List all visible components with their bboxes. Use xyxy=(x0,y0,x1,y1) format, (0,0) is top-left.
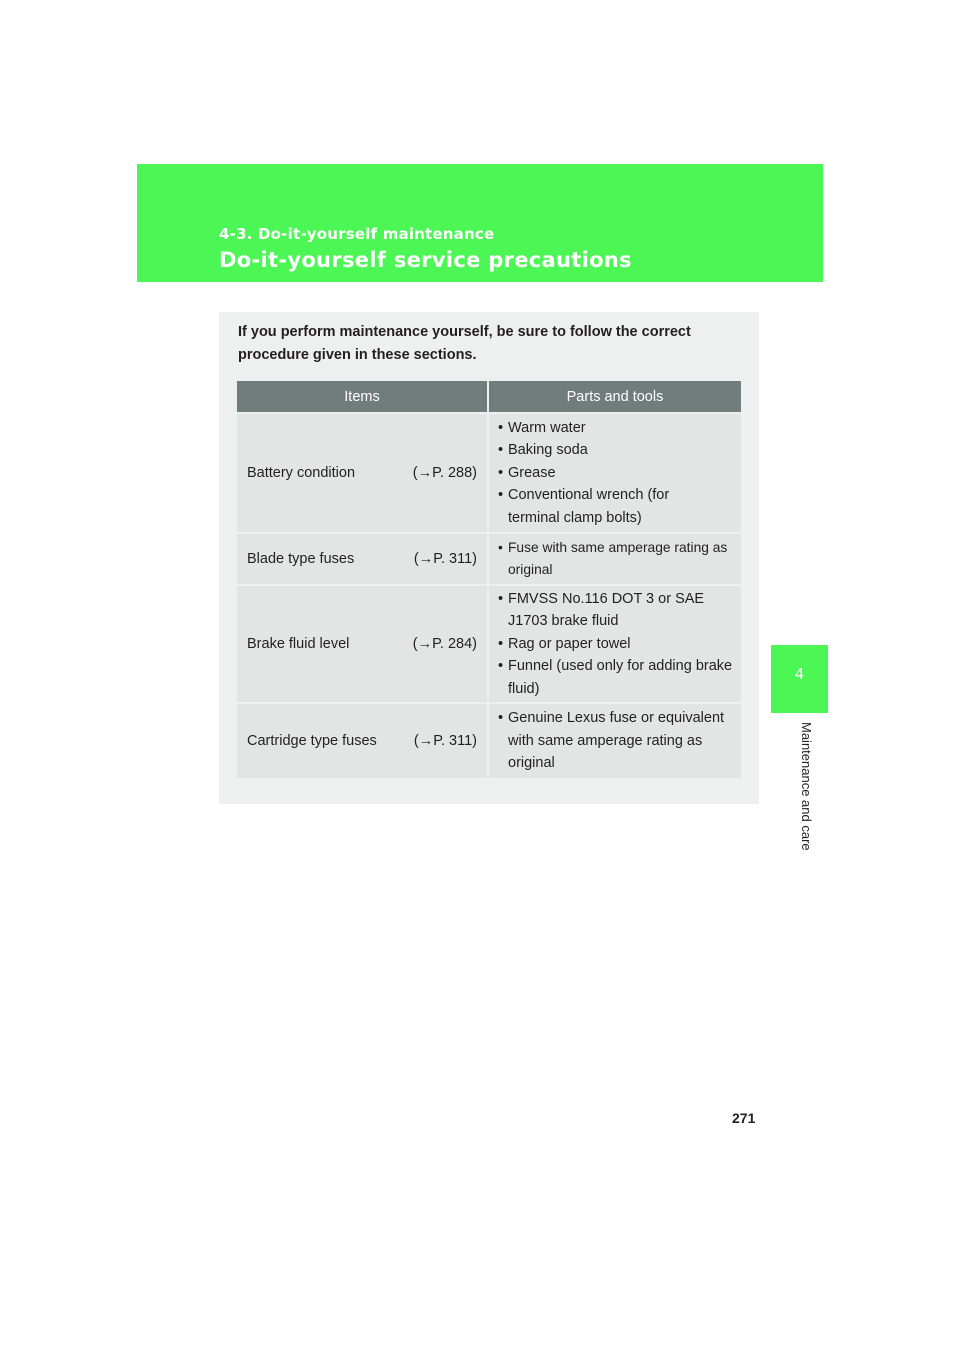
chapter-number: 4 xyxy=(794,665,805,683)
table-row xyxy=(237,412,741,532)
table-header-row xyxy=(237,381,741,412)
page-reference[interactable]: (→P. 311) xyxy=(413,551,477,567)
list-item: • Warm water xyxy=(498,419,586,436)
page-reference[interactable]: (→P. 284) xyxy=(412,636,477,652)
header-items: Items xyxy=(237,381,489,412)
list-item: • Funnel (used only for adding brake fluid) xyxy=(498,658,733,697)
chapter-tab[interactable] xyxy=(771,645,828,713)
item-cell xyxy=(237,584,489,702)
item-name: Battery condition xyxy=(247,465,356,481)
list-item: • Fuse with same amperage rating as original xyxy=(498,539,728,577)
item-cell xyxy=(237,532,489,584)
page-reference[interactable]: (→P. 288) xyxy=(412,465,477,481)
tools-cell xyxy=(489,702,741,778)
item-name: Blade type fuses xyxy=(247,551,355,567)
item-name: Cartridge type fuses xyxy=(247,733,377,749)
list-item: • Grease xyxy=(498,464,556,481)
tools-cell xyxy=(489,412,741,532)
table-row xyxy=(237,584,741,702)
list-item: • FMVSS No.116 DOT 3 or SAE J1703 brake fluid xyxy=(498,590,705,630)
tools-cell xyxy=(489,532,741,584)
page-number: 271 xyxy=(732,1110,756,1126)
item-cell xyxy=(237,702,489,778)
table-row xyxy=(237,532,741,584)
tools-cell xyxy=(489,584,741,702)
page-reference[interactable]: (→P. 311) xyxy=(413,733,477,749)
list-item: • Conventional wrench (for terminal clamp bolts) xyxy=(498,487,670,526)
header-parts-tools: Parts and tools xyxy=(489,381,741,412)
maintenance-table xyxy=(237,381,741,778)
page-title: Do-it-yourself service precautions xyxy=(219,248,632,272)
list-item: • Rag or paper towel xyxy=(498,635,631,652)
item-cell xyxy=(237,412,489,532)
list-item: • Genuine Lexus fuse or equivalent with same amperage rating as original xyxy=(498,710,725,772)
item-name: Brake fluid level xyxy=(247,636,350,652)
list-item: • Baking soda xyxy=(498,442,588,459)
chapter-label: Maintenance and care xyxy=(799,722,814,851)
table-row xyxy=(237,702,741,778)
intro-text: If you perform maintenance yourself, be sure to follow the correct procedure given in these sections. xyxy=(238,324,691,363)
section-label: 4-3. Do-it-yourself maintenance xyxy=(219,225,495,243)
